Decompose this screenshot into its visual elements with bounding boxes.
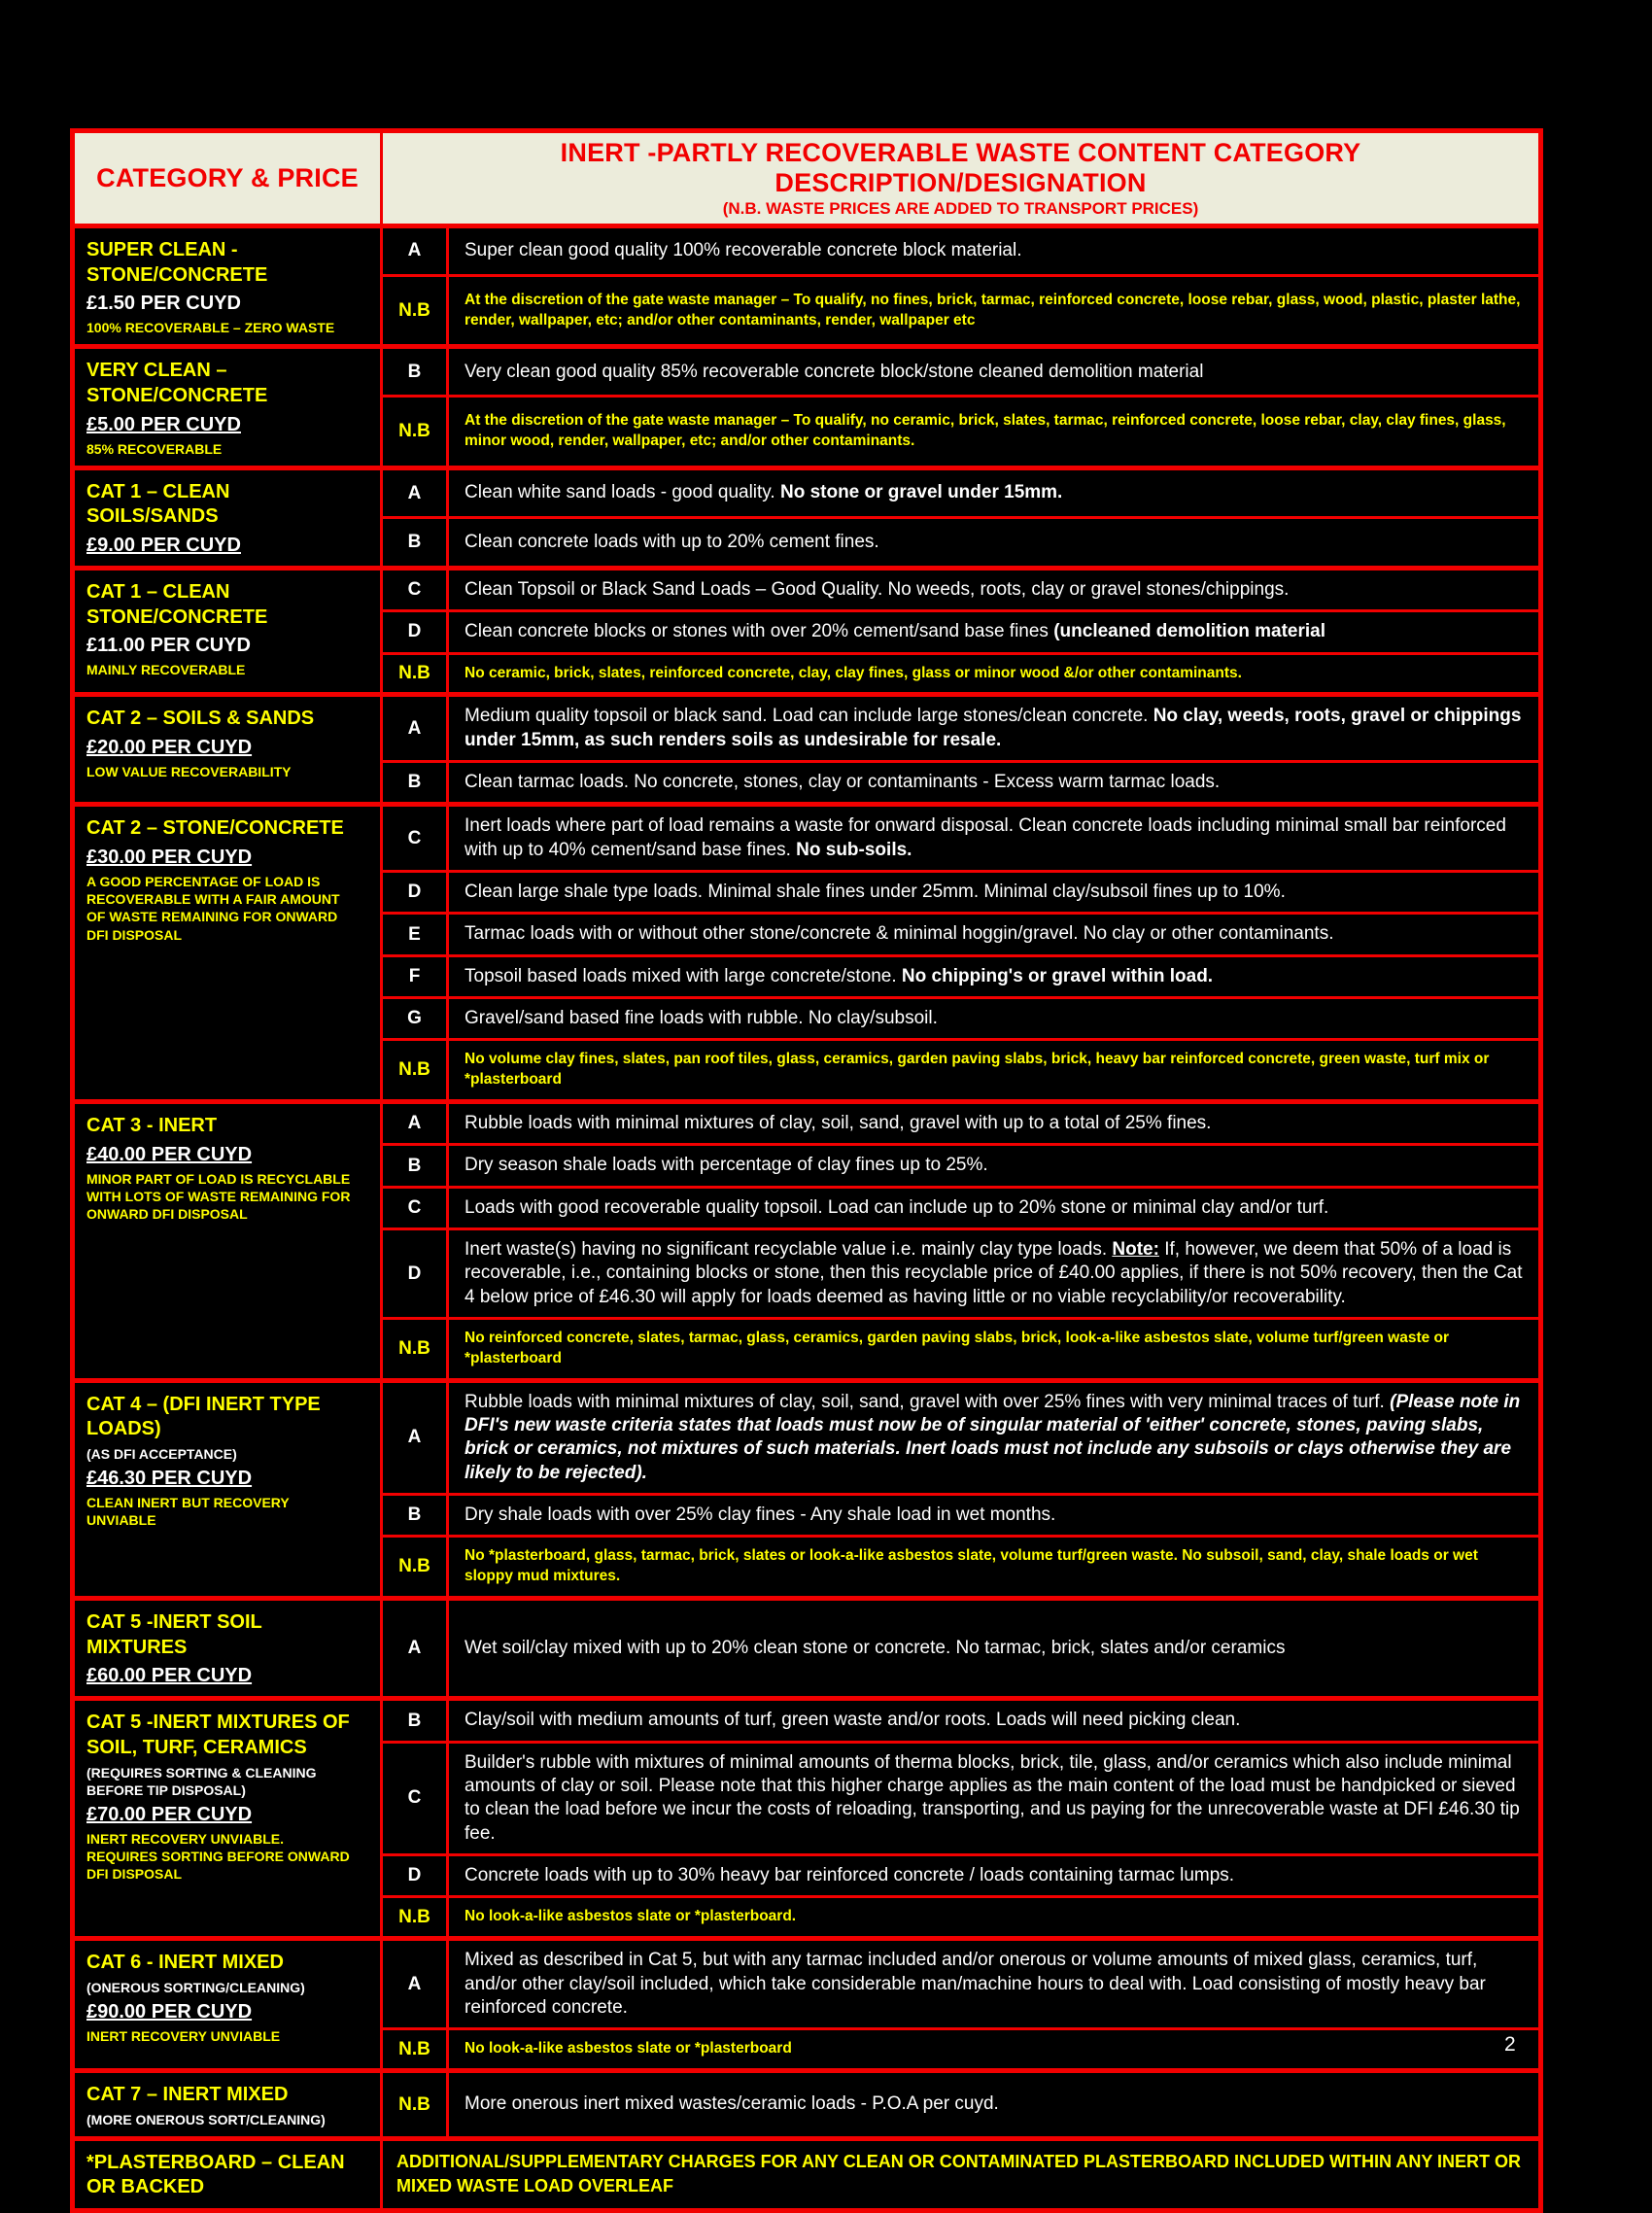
designation-letter-cell: G [382, 997, 448, 1039]
text-segment: No sub-soils. [796, 839, 912, 860]
category-cell [73, 1102, 382, 1381]
text-segment: Wet soil/clay mixed with up to 20% clean stone or concrete. No tarmac, brick, slates and/or ceramics [465, 1638, 1286, 1659]
category-price-text: £70.00 PER CUYD [86, 1804, 253, 1826]
table-row [73, 1102, 1541, 1145]
category-title: SUPER CLEAN - STONE/CONCRETE [86, 239, 268, 286]
designation-letter-cell: A [382, 1102, 448, 1145]
page-number: 2 [1504, 2033, 1516, 2056]
table-row [73, 805, 1541, 872]
category-price-text: £40.00 PER CUYD [86, 1143, 253, 1165]
table-row [73, 1939, 1541, 2029]
designation-letter-cell: N.B [382, 1040, 448, 1102]
category-note: INERT RECOVERY UNVIABLE [86, 2028, 281, 2045]
description-cell [448, 1102, 1541, 1145]
category-cell [73, 1939, 382, 2071]
designation-letter-cell: D [382, 611, 448, 653]
table-row [73, 695, 1541, 762]
description-cell [448, 1229, 1541, 1319]
nb-description-cell [448, 1897, 1541, 1939]
category-cell [73, 1599, 382, 1699]
category-price-text: £20.00 PER CUYD [86, 737, 253, 759]
text-segment: Rubble loads with minimal mixtures of clay, soil, sand, gravel with over 25% fines with very minimal traces of turf. [465, 1391, 1391, 1412]
category-note: LOW VALUE RECOVERABILITY [86, 764, 292, 780]
text-segment: No volume clay fines, slates, pan roof tiles, glass, ceramics, garden paving slabs, brick, heavy bar reinforced concrete, green waste, turf mix or *plasterboard [465, 1051, 1490, 1089]
description-cell [448, 695, 1541, 762]
category-note: 100% RECOVERABLE – ZERO WASTE [86, 320, 335, 336]
category-price-text: £30.00 PER CUYD [86, 847, 253, 869]
description-cell [448, 1939, 1541, 2029]
description-cell [448, 762, 1541, 805]
category-price-text: £1.50 PER CUYD [86, 293, 241, 315]
category-title: CAT 5 -INERT SOIL MIXTURES [86, 1611, 262, 1658]
category-price-text: £90.00 PER CUYD [86, 2001, 253, 2023]
category-title: CAT 1 – CLEAN STONE/CONCRETE [86, 580, 268, 628]
description-cell [448, 914, 1541, 955]
category-price-text: £11.00 PER CUYD [86, 635, 251, 657]
category-price [86, 1999, 357, 2024]
table-row [73, 467, 1541, 518]
category-price-text: £9.00 PER CUYD [86, 534, 241, 556]
header-description-subtitle: (N.B. WASTE PRICES ARE ADDED TO TRANSPORT PRICES) [722, 199, 1199, 218]
description-cell [448, 805, 1541, 872]
designation-letter-cell: C [382, 1742, 448, 1854]
designation-letter-cell: D [382, 1855, 448, 1897]
designation-letter-cell: B [382, 518, 448, 569]
header-description-title: INERT -PARTLY RECOVERABLE WASTE CONTENT CATEGORY DESCRIPTION/DESIGNATION [560, 138, 1361, 197]
description-cell [448, 611, 1541, 653]
designation-letter-cell: N.B [382, 275, 448, 346]
description-cell [448, 1495, 1541, 1537]
description-cell [448, 1187, 1541, 1228]
text-segment: Dry season shale loads with percentage of clay fines up to 25%. [465, 1155, 988, 1176]
category-cell [73, 1380, 382, 1598]
designation-letter-cell: B [382, 762, 448, 805]
text-segment: At the discretion of the gate waste manager – To qualify, no ceramic, brick, slates, tarmac, reinforced concrete, loose rebar, clay, clay fines, glass, minor wood, render, wallpaper, etc; and/or other contaminants. [465, 412, 1506, 450]
text-segment: Gravel/sand based fine loads with rubble. No clay/subsoil. [465, 1007, 938, 1028]
text-segment: Clean large shale type loads. Minimal shale fines under 25mm. Minimal clay/subsoil fines up to 10%. [465, 882, 1286, 903]
category-cell [73, 467, 382, 568]
nb-description-cell [448, 1537, 1541, 1599]
header-category-price-cell [73, 131, 382, 226]
designation-letter-cell: N.B [382, 397, 448, 467]
text-segment: Clean Topsoil or Black Sand Loads – Good Quality. No weeds, roots, clay or gravel stones/chippings. [465, 578, 1290, 600]
category-title: VERY CLEAN – STONE/CONCRETE [86, 360, 268, 406]
description-cell [448, 226, 1541, 276]
category-price [86, 1466, 357, 1491]
designation-letter-cell: A [382, 1939, 448, 2029]
description-cell [448, 997, 1541, 1039]
description-cell [448, 955, 1541, 997]
description-cell [448, 347, 1541, 397]
designation-letter-cell: A [382, 1380, 448, 1494]
category-white-note: (ONEROUS SORTING/CLEANING) [86, 1979, 305, 1995]
category-price-text: £60.00 PER CUYD [86, 1665, 253, 1687]
description-cell [448, 1599, 1541, 1699]
category-price-text: £46.30 PER CUYD [86, 1468, 253, 1490]
designation-letter-cell: B [382, 1495, 448, 1537]
designation-letter-cell: C [382, 1187, 448, 1228]
category-white-note: (REQUIRES SORTING & CLEANING BEFORE TIP DISPOSAL) [86, 1764, 317, 1798]
text-segment: Clean tarmac loads. No concrete, stones, clay or contaminants - Excess warm tarmac loads. [465, 772, 1221, 793]
text-segment: No chipping's or gravel within load. [901, 965, 1214, 986]
designation-letter-cell: N.B [382, 653, 448, 695]
text-segment: No clay, weeds, roots, gravel or chippings under 15mm, as such renders soils as undesirable for resale. [465, 706, 1522, 750]
text-segment: If, however, we deem that 50% of a load is recoverable, i.e., containing blocks or stone, then this recyclable price of £40.00 applies, if there is not 50% recovery, then the Cat 4 below price of £46.30 will apply for loads deemed as having little or no viable recyclability/or recoverability. [465, 1239, 1523, 1307]
text-segment: More onerous inert mixed wastes/ceramic loads - P.O.A per cuyd. [465, 2093, 999, 2115]
table-header-row [73, 131, 1541, 226]
text-segment: Mixed as described in Cat 5, but with any tarmac included and/or onerous or volume amounts of mixed glass, ceramics, turf, and/or other clay/soil included, which take considerable man/machine hours to deal with. Load consisting of mostly heavy bar reinforced concrete. [465, 1950, 1486, 2018]
description-cell [448, 518, 1541, 569]
header-category-price-label: CATEGORY & PRICE [96, 163, 359, 192]
designation-letter-cell: C [382, 805, 448, 872]
designation-letter-cell: N.B [382, 2029, 448, 2071]
designation-letter-cell: C [382, 568, 448, 610]
description-cell [448, 568, 1541, 610]
category-price [86, 291, 357, 316]
category-white-note: (MORE ONEROUS SORT/CLEANING) [86, 2111, 326, 2127]
category-title: CAT 2 – SOILS & SANDS [86, 708, 315, 730]
text-segment: ADDITIONAL/SUPPLEMENTARY CHARGES FOR ANY CLEAN OR CONTAMINATED PLASTERBOARD INCLUDED WITHIN ANY INERT OR MIXED WASTE LOAD OVERLEAF [396, 2152, 1522, 2196]
text-segment: Rubble loads with minimal mixtures of clay, soil, sand, gravel with up to a total of 25% fines. [465, 1113, 1212, 1134]
table-row [73, 1699, 1541, 1742]
category-note: 85% RECOVERABLE [86, 440, 223, 457]
category-title: CAT 2 – STONE/CONCRETE [86, 817, 344, 840]
nb-description-cell [448, 275, 1541, 346]
designation-letter-cell: E [382, 914, 448, 955]
text-segment: Note: [1112, 1239, 1159, 1261]
description-cell [448, 872, 1541, 914]
category-price [86, 1663, 357, 1688]
text-segment: Inert waste(s) having no significant recyclable value i.e. mainly clay type loads. [465, 1239, 1113, 1261]
text-segment: Clean concrete loads with up to 20% cement fines. [465, 531, 879, 552]
text-segment: Clean white sand loads - good quality. [465, 482, 780, 503]
category-price-text: £5.00 PER CUYD [86, 413, 241, 435]
text-segment: No look-a-like asbestos slate or *plasterboard [465, 2040, 792, 2057]
category-cell [73, 226, 382, 347]
category-title: CAT 3 - INERT [86, 1115, 218, 1137]
text-segment: No ceramic, brick, slates, reinforced concrete, clay, clay fines, glass or minor wood &/or other contaminants. [465, 664, 1242, 681]
nb-description-cell [448, 1319, 1541, 1381]
text-segment: No stone or gravel under 15mm. [779, 482, 1063, 503]
category-cell [73, 2138, 382, 2210]
description-cell [448, 1855, 1541, 1897]
text-segment: Clay/soil with medium amounts of turf, green waste and/or roots. Loads will need picking clean. [465, 1710, 1241, 1731]
designation-letter-cell: B [382, 347, 448, 397]
designation-letter-cell: N.B [382, 1319, 448, 1381]
text-segment: Inert loads where part of load remains a waste for onward disposal. Clean concrete loads including minimal small bar reinforced with up to 40% cement/sand base fines. [465, 815, 1506, 860]
description-cell [448, 2071, 1541, 2139]
text-segment: Medium quality topsoil or black sand. Load can include large stones/clean concrete. [465, 706, 1153, 727]
category-note: INERT RECOVERY UNVIABLE. REQUIRES SORTING BEFORE ONWARD DFI DISPOSAL [86, 1831, 350, 1883]
category-price [86, 633, 357, 658]
category-price [86, 845, 357, 870]
category-cell [73, 568, 382, 695]
table-row [73, 347, 1541, 397]
category-title: CAT 7 – INERT MIXED [86, 2084, 289, 2106]
text-segment: Clean concrete blocks or stones with over 20% cement/sand base fines [465, 621, 1054, 642]
category-price [86, 412, 357, 437]
category-title: CAT 5 -INERT MIXTURES OF SOIL, TURF, CERAMICS [86, 1712, 350, 1759]
description-cell [448, 1145, 1541, 1187]
category-title: CAT 4 – (DFI INERT TYPE LOADS) [86, 1393, 321, 1440]
text-segment: Very clean good quality 85% recoverable concrete block/stone cleaned demolition material [465, 361, 1204, 382]
table-row [73, 226, 1541, 276]
text-segment: Tarmac loads with or without other stone/concrete & minimal hoggin/gravel. No clay or other contaminants. [465, 923, 1334, 945]
table-row [73, 568, 1541, 610]
category-cell [73, 695, 382, 805]
designation-letter-cell: N.B [382, 1537, 448, 1599]
description-cell [448, 1742, 1541, 1854]
category-price [86, 533, 357, 558]
text-segment: Builder's rubble with mixtures of minimal amounts of therma blocks, brick, tile, glass, and/or ceramics which also include minimal amounts of clay or soil. Please note that this higher charge applies as the main content of the load must be handpicked or sieved to clean the load before we incur the costs of reloading, transporting, and us paying for the unrecoverable waste at DFI £46.30 tip fee. [465, 1751, 1520, 1844]
designation-letter-cell: A [382, 1599, 448, 1699]
table-row [73, 2071, 1541, 2139]
nb-description-cell [448, 653, 1541, 695]
designation-letter-cell: A [382, 467, 448, 518]
designation-letter-cell: D [382, 872, 448, 914]
category-cell [73, 805, 382, 1102]
text-segment: Topsoil based loads mixed with large concrete/stone. [465, 965, 902, 986]
category-title: *PLASTERBOARD – CLEAN OR BACKED [86, 2151, 345, 2198]
category-note: A GOOD PERCENTAGE OF LOAD IS RECOVERABLE WITH A FAIR AMOUNT OF WASTE REMAINING FOR ONWARD DFI DISPOSAL [86, 874, 340, 943]
category-cell [73, 347, 382, 467]
category-white-note: (AS DFI ACCEPTANCE) [86, 1446, 237, 1463]
header-description-cell [382, 131, 1541, 226]
table-row [73, 1380, 1541, 1494]
category-note: MINOR PART OF LOAD IS RECYCLABLE WITH LOTS OF WASTE REMAINING FOR ONWARD DFI DISPOSAL [86, 1170, 351, 1223]
text-segment: Loads with good recoverable quality topsoil. Load can include up to 20% stone or minimal clay and/or turf. [465, 1196, 1329, 1218]
category-price [86, 735, 357, 760]
designation-letter-cell: D [382, 1229, 448, 1319]
designation-letter-cell: A [382, 695, 448, 762]
text-segment: No *plasterboard, glass, tarmac, brick, slates or look-a-like asbestos slate, volume turf/green waste. No subsoil, sand, clay, shale loads or wet sloppy mud mixtures. [465, 1547, 1478, 1585]
text-segment: At the discretion of the gate waste manager – To qualify, no fines, brick, tarmac, reinforced concrete, loose rebar, glass, wood, plastic, plaster lathe, render, wallpaper, etc; and/or other contaminants, render, wallpaper etc [465, 291, 1521, 328]
text-segment: No reinforced concrete, slates, tarmac, glass, ceramics, garden paving slabs, brick, look-a-like asbestos slate, volume turf/green waste or *plasterboard [465, 1330, 1450, 1366]
category-title: CAT 1 – CLEAN SOILS/SANDS [86, 480, 230, 528]
description-cell [448, 1380, 1541, 1494]
category-title: CAT 6 - INERT MIXED [86, 1952, 284, 1974]
category-price [86, 1142, 357, 1167]
description-cell [448, 467, 1541, 518]
category-cell [73, 1699, 382, 1939]
waste-price-table [70, 128, 1543, 2213]
text-segment: (uncleaned demolition material [1053, 621, 1325, 642]
nb-description-cell [448, 397, 1541, 467]
text-segment: Dry shale loads with over 25% clay fines - Any shale load in wet months. [465, 1504, 1056, 1526]
text-segment: Concrete loads with up to 30% heavy bar reinforced concrete / loads containing tarmac lumps. [465, 1865, 1235, 1886]
category-price [86, 1802, 357, 1827]
category-note: CLEAN INERT BUT RECOVERY UNVIABLE [86, 1495, 290, 1529]
text-segment: Super clean good quality 100% recoverable concrete block material. [465, 240, 1022, 261]
text-segment: No look-a-like asbestos slate or *plasterboard. [465, 1908, 797, 1925]
designation-letter-cell: B [382, 1145, 448, 1187]
designation-letter-cell: F [382, 955, 448, 997]
category-note: MAINLY RECOVERABLE [86, 662, 246, 678]
table-row [73, 2138, 1541, 2210]
nb-description-cell [448, 2029, 1541, 2071]
text-segment: (Please note in DFI's new waste criteria states that loads must now be of singular material of 'either' concrete, stones, paving slabs, brick or ceramics, not mixtures of such materials. Inert loads must not include any subsoils or clays otherwise they are likely to be rejected). [465, 1391, 1521, 1483]
nb-description-cell [448, 1040, 1541, 1102]
designation-letter-cell: N.B [382, 2071, 448, 2139]
designation-letter-cell: A [382, 226, 448, 276]
designation-letter-cell: B [382, 1699, 448, 1742]
description-cell [382, 2138, 1541, 2210]
category-cell [73, 2071, 382, 2139]
designation-letter-cell: N.B [382, 1897, 448, 1939]
description-cell [448, 1699, 1541, 1742]
table-row [73, 1599, 1541, 1699]
